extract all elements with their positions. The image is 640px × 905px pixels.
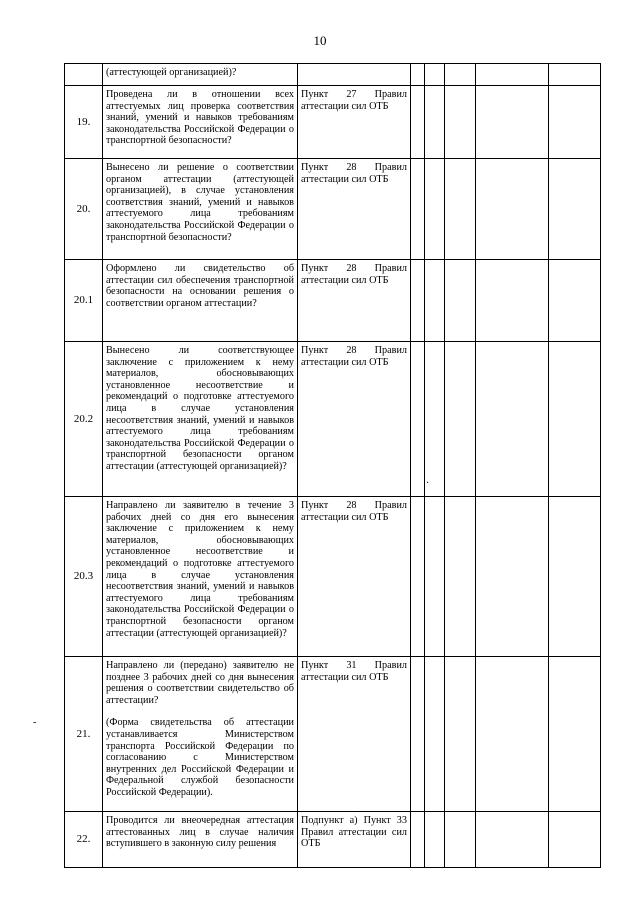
answer-cell [476, 64, 549, 86]
legal-reference-cell [298, 497, 411, 657]
question-text: Вынесено ли решение о соответствии органом аттестации (аттестующей организацией), в случае установления соответствия знаний, умений и навыков аттестуемого лица требованиям законодательства Российской Федерации о транспортной безопасности? [106, 162, 294, 243]
legal-reference-cell [298, 342, 411, 497]
legal-reference-cell [298, 260, 411, 342]
answer-cell [445, 657, 476, 812]
answer-cell [411, 657, 425, 812]
answer-cell [425, 64, 445, 86]
answer-cell [549, 260, 601, 342]
table-row [65, 159, 601, 260]
legal-reference-cell [298, 64, 411, 86]
answer-cell [411, 497, 425, 657]
answer-cell [549, 86, 601, 159]
legal-reference: Пункт 28 Правил аттестации сил ОТБ [301, 263, 407, 286]
answer-cell [476, 260, 549, 342]
legal-reference: Пункт 28 Правил аттестации сил ОТБ [301, 500, 407, 523]
legal-reference-cell [298, 657, 411, 812]
item-number: 19. [65, 86, 103, 159]
answer-cell [476, 657, 549, 812]
question-cell [103, 64, 298, 86]
answer-cell [425, 260, 445, 342]
answer-cell [425, 342, 445, 497]
question-text: (аттестующей организацией)? [106, 67, 237, 78]
legal-reference: Пункт 31 Правил аттестации сил ОТБ [301, 660, 407, 683]
answer-cell [425, 497, 445, 657]
table-row [65, 812, 601, 868]
answer-cell [476, 497, 549, 657]
answer-cell [411, 159, 425, 260]
answer-cell [411, 260, 425, 342]
table-row [65, 497, 601, 657]
question-text: Проведена ли в отношении всех аттестуемых лиц проверка соответствия знаний, умений и навыков требованиям законодательства Российской Федерации о транспортной безопасности? [106, 89, 294, 147]
item-number: 22. [65, 812, 103, 868]
question-cell [103, 260, 298, 342]
item-number: 20. [65, 159, 103, 260]
answer-cell [411, 812, 425, 868]
answer-cell [445, 159, 476, 260]
answer-cell [411, 86, 425, 159]
question-text: (Форма свидетельства об аттестации устанавливается Министерством транспорта Российской Федерации по согласованию с Министерством внутренних дел Российской Федерации и Федеральной службой безопасности Российской Федерации). [106, 717, 294, 798]
item-number: 20.3 [65, 497, 103, 657]
margin-dash: - [33, 717, 37, 728]
table-row [65, 260, 601, 342]
answer-cell [476, 159, 549, 260]
answer-cell [549, 657, 601, 812]
table-row [65, 86, 601, 159]
question-text: Проводится ли внеочередная аттестация аттестованных лиц в случае наличия вступившего в законную силу решения [106, 815, 294, 850]
question-cell [103, 657, 298, 812]
legal-reference-cell [298, 159, 411, 260]
answer-cell [549, 342, 601, 497]
answer-cell [445, 86, 476, 159]
question-cell [103, 86, 298, 159]
table-row [65, 342, 601, 497]
answer-cell [476, 342, 549, 497]
legal-reference-cell [298, 812, 411, 868]
question-text: Направлено ли заявителю в течение 3 рабочих дней со дня его вынесения заключение с приложением к нему материалов, обосновывающих установленное несоответствие и рекомендаций о подготовке аттестуемого лица в случае установления несоответствия знаний, умений и навыков аттестуемого лица требованиям законодательства Российской Федерации о транспортной безопасности органом аттестации (аттестующей организацией)? [106, 500, 294, 639]
legal-reference-cell [298, 86, 411, 159]
answer-cell [445, 497, 476, 657]
legal-reference: Пункт 28 Правил аттестации сил ОТБ [301, 345, 407, 368]
item-number: 21. [65, 657, 103, 812]
answer-cell [425, 86, 445, 159]
answer-cell [411, 64, 425, 86]
question-cell [103, 497, 298, 657]
question-text: Вынесено ли соответствующее заключение с приложением к нему материалов, обосновывающих установленное несоответствие и рекомендаций о подготовке аттестуемого лица в случае установления несоответствия знаний, умений и навыков аттестуемого лица требованиям законодательства Российской Федерации о транспортной безопасности органом аттестации (аттестующей организацией)? [106, 345, 294, 472]
legal-reference: Пункт 28 Правил аттестации сил ОТБ [301, 162, 407, 185]
question-text: Направлено ли (передано) заявителю не позднее 3 рабочих дней со дня вынесения решения о соответствии свидетельство об аттестации? [106, 660, 294, 706]
question-cell [103, 812, 298, 868]
answer-cell [425, 159, 445, 260]
question-text: Оформлено ли свидетельство об аттестации сил обеспечения транспортной безопасности на основании решения о соответствии органом аттестации? [106, 263, 294, 309]
answer-cell [549, 64, 601, 86]
answer-cell [445, 812, 476, 868]
answer-cell [549, 812, 601, 868]
question-cell [103, 159, 298, 260]
legal-reference: Пункт 27 Правил аттестации сил ОТБ [301, 89, 407, 112]
cell-dot: · [426, 478, 430, 489]
question-cell [103, 342, 298, 497]
item-number: 20.1 [65, 260, 103, 342]
answer-cell [476, 812, 549, 868]
table-row [65, 657, 601, 812]
page-number: 10 [313, 33, 327, 48]
item-number [65, 64, 103, 86]
answer-cell [549, 159, 601, 260]
checklist-table [64, 63, 601, 868]
answer-cell [445, 260, 476, 342]
table-row [65, 64, 601, 86]
answer-cell [445, 342, 476, 497]
answer-cell [411, 342, 425, 497]
legal-reference: Подпункт а) Пункт 33 Правил аттестации сил ОТБ [301, 815, 407, 850]
answer-cell [445, 64, 476, 86]
answer-cell [476, 86, 549, 159]
answer-cell [425, 812, 445, 868]
answer-cell [549, 497, 601, 657]
answer-cell [425, 657, 445, 812]
item-number: 20.2 [65, 342, 103, 497]
